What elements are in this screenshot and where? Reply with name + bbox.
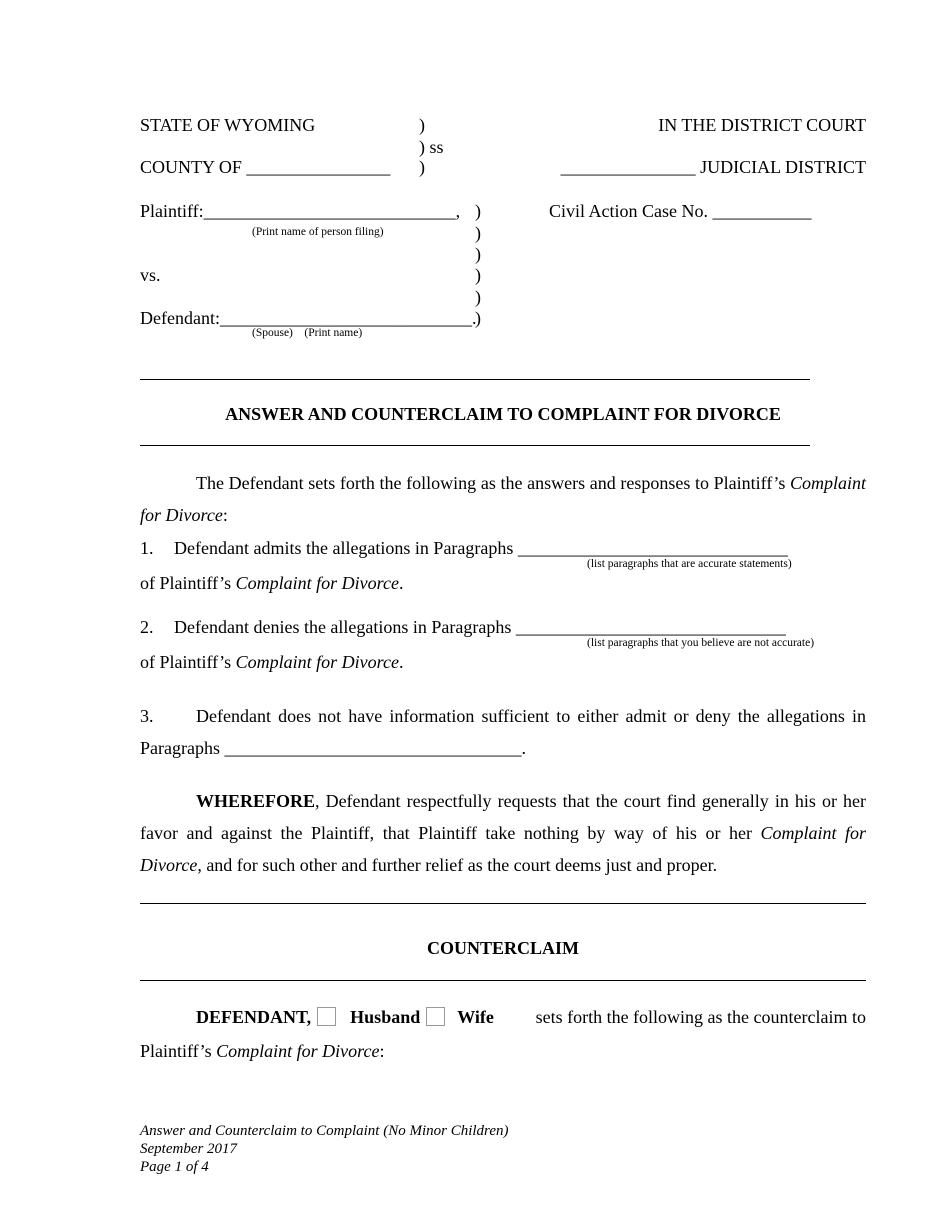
- item-2-complaint-ref: Complaint for Divorce: [235, 652, 399, 672]
- plaintiff-name-field[interactable]: Plaintiff:____________________________,: [140, 201, 461, 221]
- wherefore-lead: WHEREFORE: [196, 791, 316, 811]
- counterclaim-line-2: [140, 1042, 385, 1060]
- caption-paren: ): [475, 223, 481, 243]
- intro-complaint-ref: Complaint for Divorce: [140, 473, 867, 525]
- caption-paren: ): [419, 157, 425, 177]
- wherefore-end: , and for such other and further relief as the court deems just and proper.: [197, 855, 718, 875]
- judicial-district-field[interactable]: _______________ JUDICIAL DISTRICT: [560, 157, 866, 177]
- counterclaim-text: sets forth the following as the counterclaim to: [535, 1006, 866, 1027]
- item-3-text: Defendant does not have information sufficient to either admit or deny the allegations in: [196, 706, 866, 726]
- wherefore-complaint-ref: Complaint for Divorce: [140, 823, 867, 875]
- caption-paren: ): [475, 308, 481, 328]
- divider: [140, 903, 866, 904]
- defendant-hint: (Spouse) (Print name): [252, 327, 363, 339]
- defendant-name-field[interactable]: Defendant:____________________________.: [140, 308, 477, 328]
- counterclaim-heading: COUNTERCLAIM: [426, 938, 579, 958]
- item-3-number: 3.: [140, 706, 154, 726]
- husband-checkbox[interactable]: [317, 1007, 336, 1026]
- intro-end: :: [222, 505, 228, 525]
- intro-paragraph: [140, 467, 866, 531]
- item-3-paragraphs-field[interactable]: Paragraphs _________________________________.: [140, 738, 526, 758]
- wherefore-text: , Defendant respectfully requests that the court find generally in his or her favor and against the Plaintiff, that Plaintiff take nothing by way of his or her: [140, 791, 866, 843]
- versus-label: vs.: [140, 265, 161, 285]
- page-footer: [140, 1122, 508, 1176]
- footer-form-title: Answer and Counterclaim to Complaint (No Minor Children): [140, 1123, 509, 1139]
- caption-ss: ) ss: [419, 137, 444, 157]
- plaintiff-hint: (Print name of person filing): [252, 226, 384, 238]
- caption-paren: ): [475, 244, 481, 264]
- divider: [140, 379, 810, 380]
- husband-label: Husband: [350, 1006, 421, 1027]
- item-2-denies-field[interactable]: Defendant denies the allegations in Paragraphs ______________________________: [174, 617, 786, 637]
- wife-label: Wife: [457, 1006, 494, 1027]
- item-2-hint: (list paragraphs that you believe are not accurate): [587, 637, 815, 649]
- court-label: IN THE DISTRICT COURT: [658, 115, 866, 135]
- caption-paren: ): [475, 201, 481, 221]
- item-1-hint: (list paragraphs that are accurate statements): [587, 558, 792, 570]
- item-1-number: 1.: [140, 538, 154, 558]
- caption-paren: ): [475, 265, 481, 285]
- counterclaim-end: :: [379, 1041, 385, 1061]
- wherefore-paragraph: [140, 785, 866, 881]
- divider: [140, 980, 866, 981]
- item-1-suffix-text: of Plaintiff’s: [140, 573, 232, 593]
- item-2-end: .: [399, 652, 404, 672]
- divider: [140, 445, 810, 446]
- footer-revision-date: September 2017: [140, 1141, 238, 1157]
- counterclaim-lead: DEFENDANT,: [196, 1006, 312, 1027]
- item-1-end: .: [399, 573, 404, 593]
- state-label: STATE OF WYOMING: [140, 115, 316, 135]
- counterclaim-line: [196, 1007, 866, 1026]
- caption-paren: ): [475, 287, 481, 307]
- wife-checkbox[interactable]: [426, 1007, 445, 1026]
- item-2-suffix-text: of Plaintiff’s: [140, 652, 232, 672]
- caption-paren: ): [419, 115, 425, 135]
- case-number-field[interactable]: Civil Action Case No. ___________: [549, 201, 812, 221]
- item-1-admits-field[interactable]: Defendant admits the allegations in Paragraphs ______________________________: [174, 538, 788, 558]
- counterclaim-line2-text: Plaintiff’s: [140, 1041, 212, 1061]
- county-field[interactable]: COUNTY OF ________________: [140, 157, 391, 177]
- footer-page-number: Page 1 of 4: [140, 1159, 209, 1175]
- item-1-complaint-ref: Complaint for Divorce: [235, 573, 399, 593]
- item-1-suffix: [140, 574, 404, 592]
- document-title: ANSWER AND COUNTERCLAIM TO COMPLAINT FOR DIVORCE: [225, 404, 781, 424]
- counterclaim-options: [196, 1007, 494, 1026]
- counterclaim-complaint-ref: Complaint for Divorce: [216, 1041, 380, 1061]
- item-2-suffix: [140, 653, 404, 671]
- intro-text: The Defendant sets forth the following as the answers and responses to Plaintiff’s: [196, 473, 786, 493]
- item-2-number: 2.: [140, 617, 154, 637]
